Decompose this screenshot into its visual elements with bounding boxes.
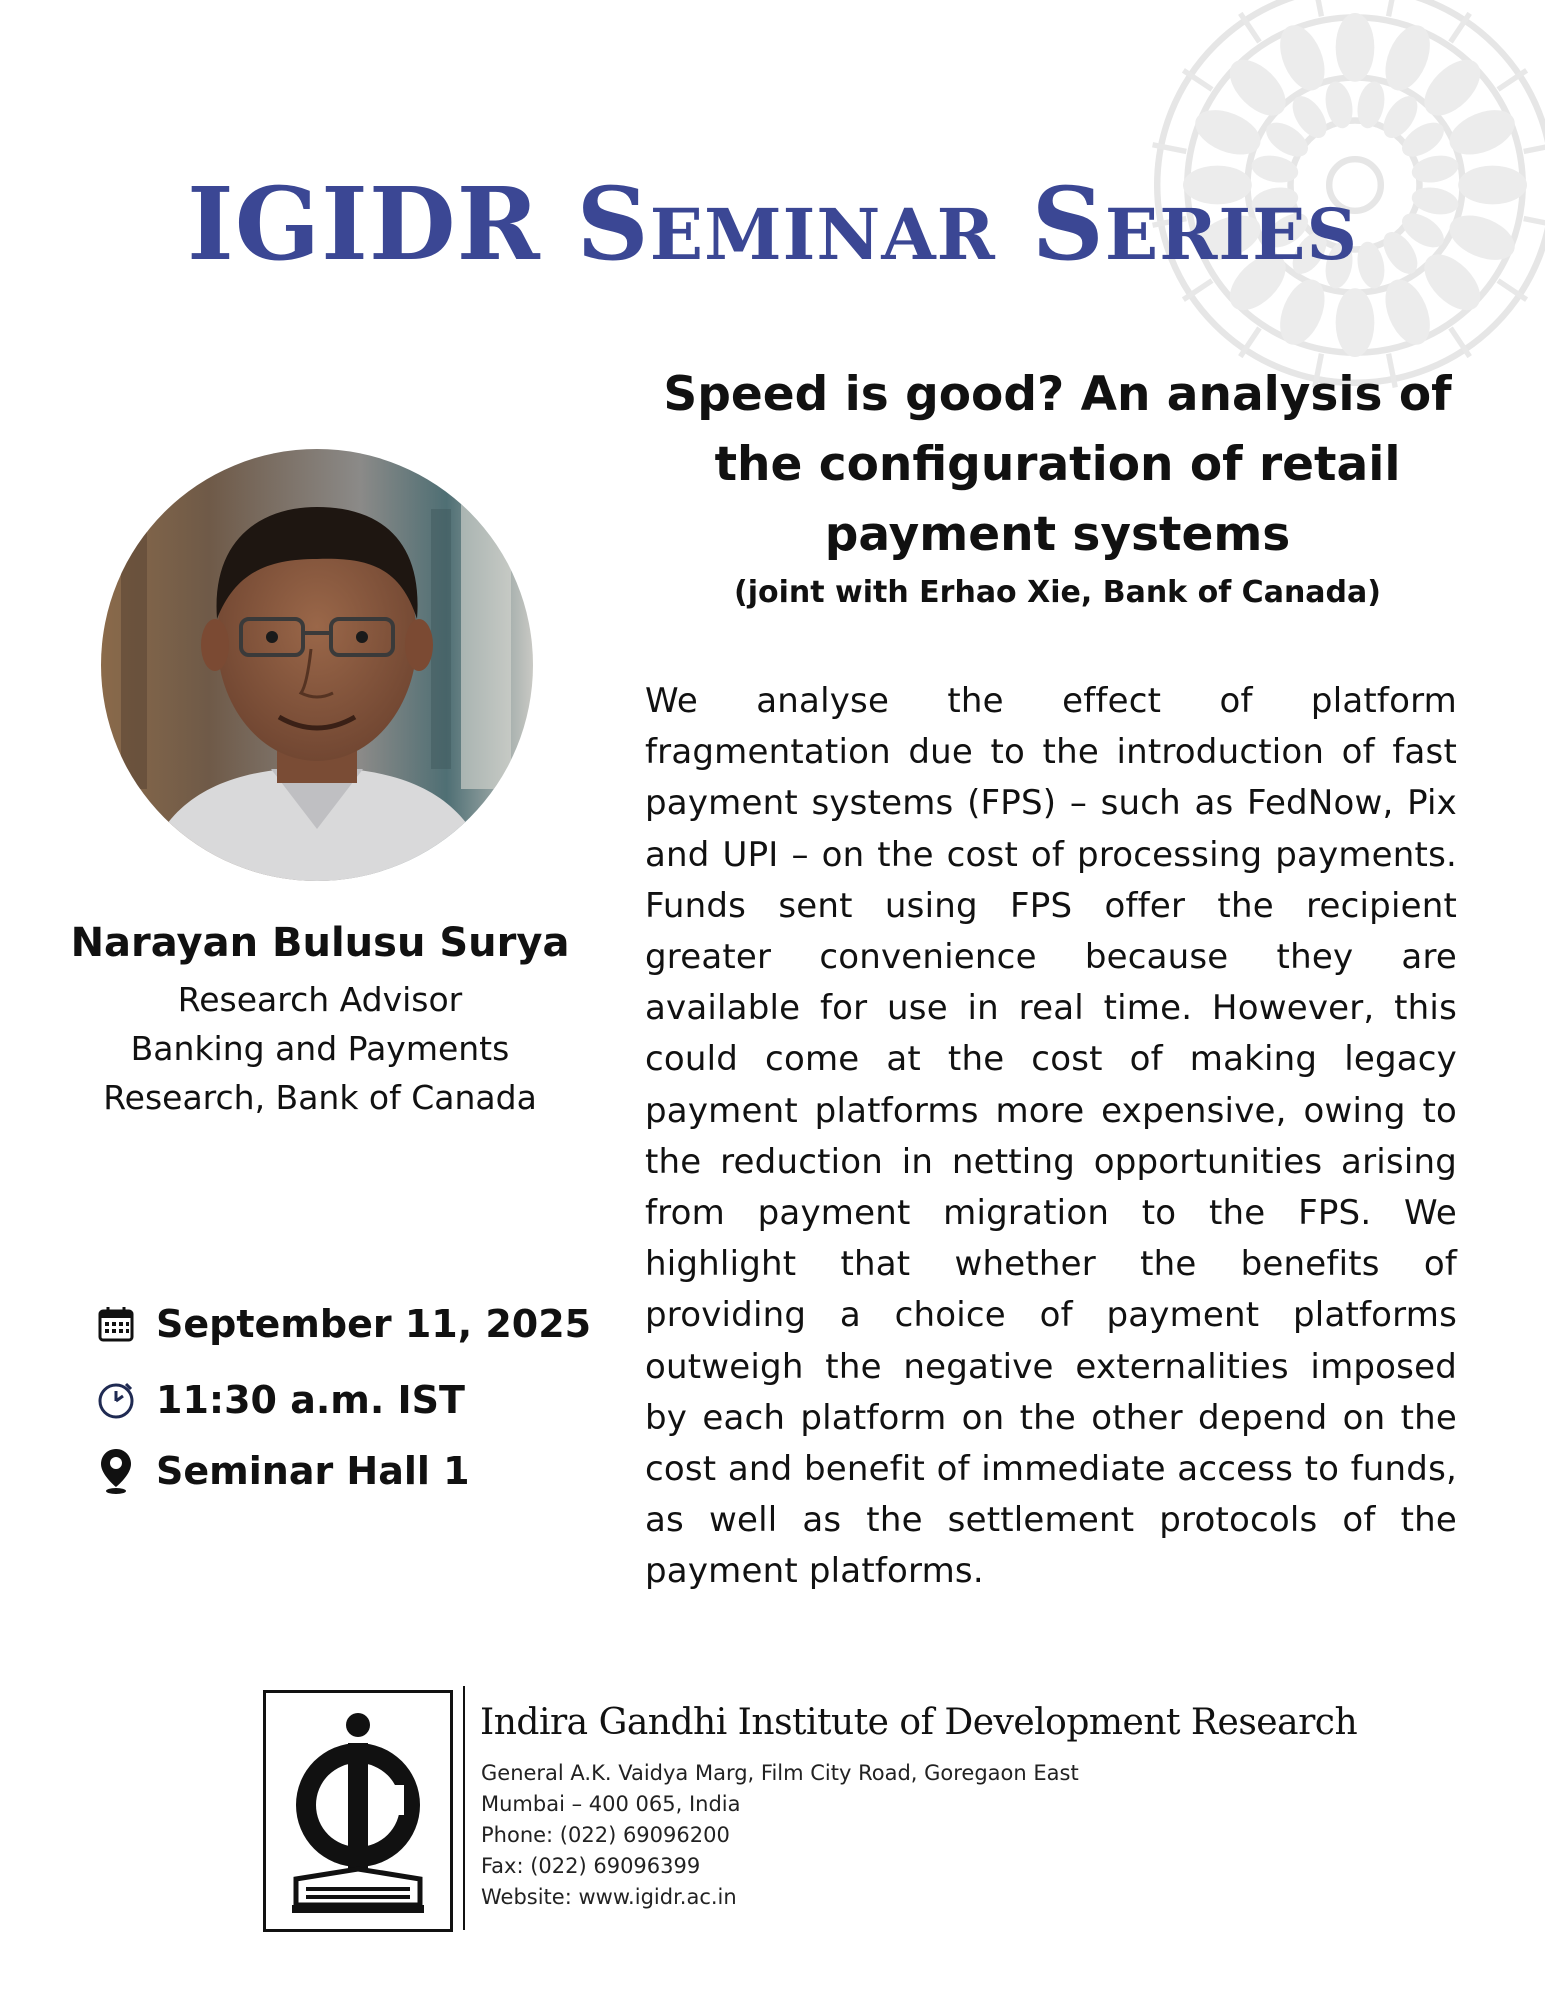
speaker-role: Research Advisor [177, 980, 463, 1019]
event-date: September 11, 2025 [156, 1302, 592, 1346]
calendar-icon [96, 1302, 136, 1346]
institute-name: Indira Gandhi Institute of Development Research [480, 1702, 1358, 1743]
website-link[interactable]: Website: www.igidr.ac.in [481, 1885, 737, 1909]
igidr-logo [263, 1690, 453, 1932]
fax-number: Fax: (022) 69096399 [481, 1854, 701, 1878]
phone-number: Phone: (022) 69096200 [481, 1823, 730, 1847]
clock-icon [96, 1378, 136, 1422]
page-title: IGIDR Seminar Series [186, 165, 1359, 283]
speaker-department: Banking and Payments [130, 1029, 510, 1068]
event-time: 11:30 a.m. IST [156, 1378, 465, 1422]
talk-title: Speed is good? An analysis of the configuration of retail payment systems [663, 367, 1452, 562]
talk-abstract: We analyse the effect of platform fragmentation due to the introduction of fast payment systems (FPS) – such as FedNow, Pix and UPI – on the cost of processing payments. Funds sent using FPS offer the recipient greater convenience because they are available for use in real time. However, this could come at the cost of making legacy payment platforms more expensive, owing to the reduction in netting opportunities arising from payment migration to the FPS. We highlight that whether the benefits of providing a choice of payment platforms outweigh the negative externalities imposed by each platform on the other depend on the cost and benefit of immediate access to funds, as well as the settlement protocols of the payment platforms. [645, 681, 1457, 1592]
speaker-photo [101, 449, 533, 881]
event-venue: Seminar Hall 1 [156, 1449, 470, 1493]
address-line-1: General A.K. Vaidya Marg, Film City Road, Goregaon East [481, 1761, 1079, 1785]
event-date-row [96, 1302, 591, 1346]
footer-divider [463, 1686, 465, 1930]
speaker-name: Narayan Bulusu Surya [70, 920, 570, 966]
talk-subtitle: (joint with Erhao Xie, Bank of Canada) [734, 575, 1381, 610]
speaker-organization: Research, Bank of Canada [103, 1078, 537, 1117]
event-venue-row [96, 1449, 470, 1493]
event-time-row [96, 1378, 465, 1422]
address-line-2: Mumbai – 400 065, India [481, 1792, 741, 1816]
location-pin-icon [96, 1449, 136, 1493]
